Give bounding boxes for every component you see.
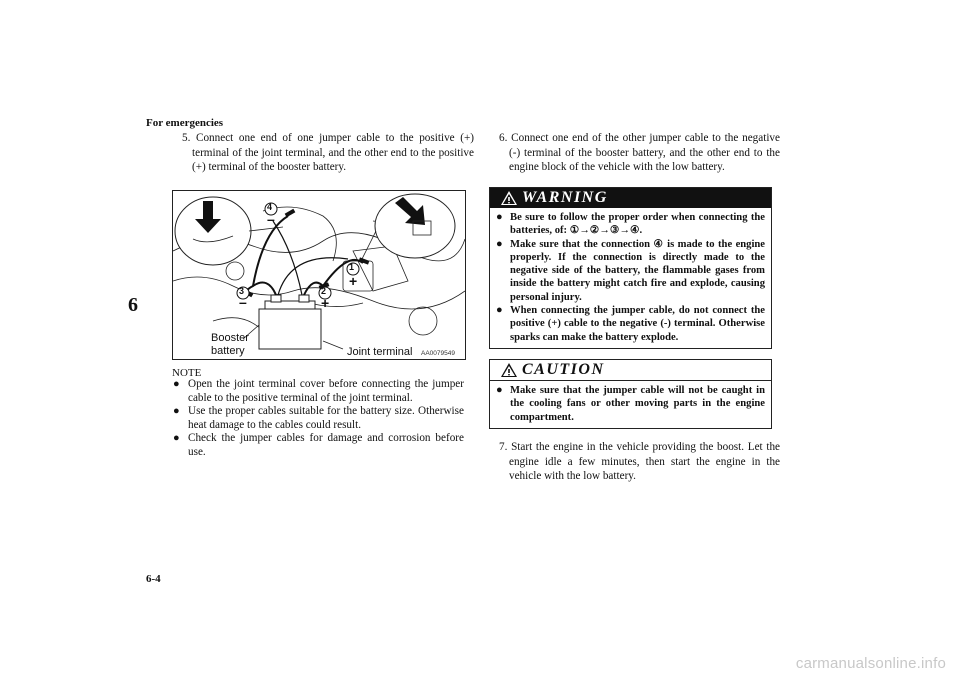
minus-sign-4: – <box>267 211 275 227</box>
booster-label-line1: Booster <box>211 332 249 344</box>
warning-item: ● Be sure to follow the proper order when connecting the batteries, of: ①→②→③→④. <box>496 211 765 237</box>
bullet-icon: ● <box>173 405 180 418</box>
warning-box <box>489 187 772 349</box>
booster-label-line2: battery <box>211 345 245 357</box>
note-item: ● Use the proper cables suitable for the battery size. Otherwise heat damage to the cables could result. <box>173 405 464 431</box>
jumper-cable-illustration <box>172 190 466 360</box>
step-7-text: 7. Start the engine in the vehicle providing the boost. Let the engine idle a few minutes, then start the engine in the vehicle with the low battery. <box>499 441 780 483</box>
note-list <box>172 378 464 460</box>
callout-4: 4 <box>267 202 273 212</box>
caution-box <box>489 359 772 429</box>
plus-sign-1: + <box>349 273 358 289</box>
bullet-icon: ● <box>496 211 503 223</box>
chapter-tab: 6 <box>128 294 138 316</box>
note-item: ● Open the joint terminal cover before connecting the jumper cable to the positive terminal of the joint terminal. <box>173 378 464 404</box>
caution-list <box>490 381 771 428</box>
page-number: 6-4 <box>146 573 161 585</box>
warning-title: WARNING <box>522 189 608 206</box>
figure-code: AA0079549 <box>421 350 455 357</box>
minus-sign-3: – <box>239 294 247 310</box>
bullet-icon: ● <box>173 432 180 445</box>
bullet-icon: ● <box>496 304 503 317</box>
callout-2: 2 <box>321 286 327 296</box>
caution-triangle-icon <box>501 363 517 377</box>
warning-list <box>490 208 771 348</box>
joint-terminal-label: Joint terminal <box>347 346 413 358</box>
caution-header <box>490 360 771 381</box>
bullet-icon: ● <box>173 378 180 390</box>
warning-header <box>490 188 771 208</box>
warning-item: ● When connecting the jumper cable, do not connect the positive (+) cable to the negative (-) terminal. Otherwise sparks can make the battery explode. <box>496 304 765 343</box>
note-item: ● Check the jumper cables for damage and corrosion before use. <box>173 432 464 458</box>
caution-title: CAUTION <box>522 361 605 378</box>
bullet-icon: ● <box>496 384 503 396</box>
caution-item: ● Make sure that the jumper cable will not be caught in the cooling fans or other moving parts in the engine compartment. <box>496 384 765 423</box>
callout-3: 3 <box>239 286 245 296</box>
warning-triangle-icon <box>501 191 517 205</box>
step-6-text: 6. Connect one end of the other jumper cable to the negative (-) terminal of the booster battery, and the other end to the engine block of the vehicle with the low battery. <box>499 132 780 174</box>
plus-sign-2: + <box>321 295 330 311</box>
warning-item: ● Make sure that the connection ④ is made to the engine properly. If the connection is directly made to the negative side of the battery, the flammable gases from inside the battery might catch fire and explode, causing personal injury. <box>496 237 765 303</box>
section-header: For emergencies <box>146 117 224 129</box>
bullet-icon: ● <box>496 237 503 250</box>
note-title: NOTE <box>172 367 202 379</box>
step-5-text: 5. Connect one end of one jumper cable to the positive (+) terminal of the joint terminal, and the other end to the positive (+) terminal of the booster battery. <box>182 132 474 174</box>
watermark: carmanualsonline.info <box>795 655 946 672</box>
callout-1: 1 <box>349 262 355 272</box>
